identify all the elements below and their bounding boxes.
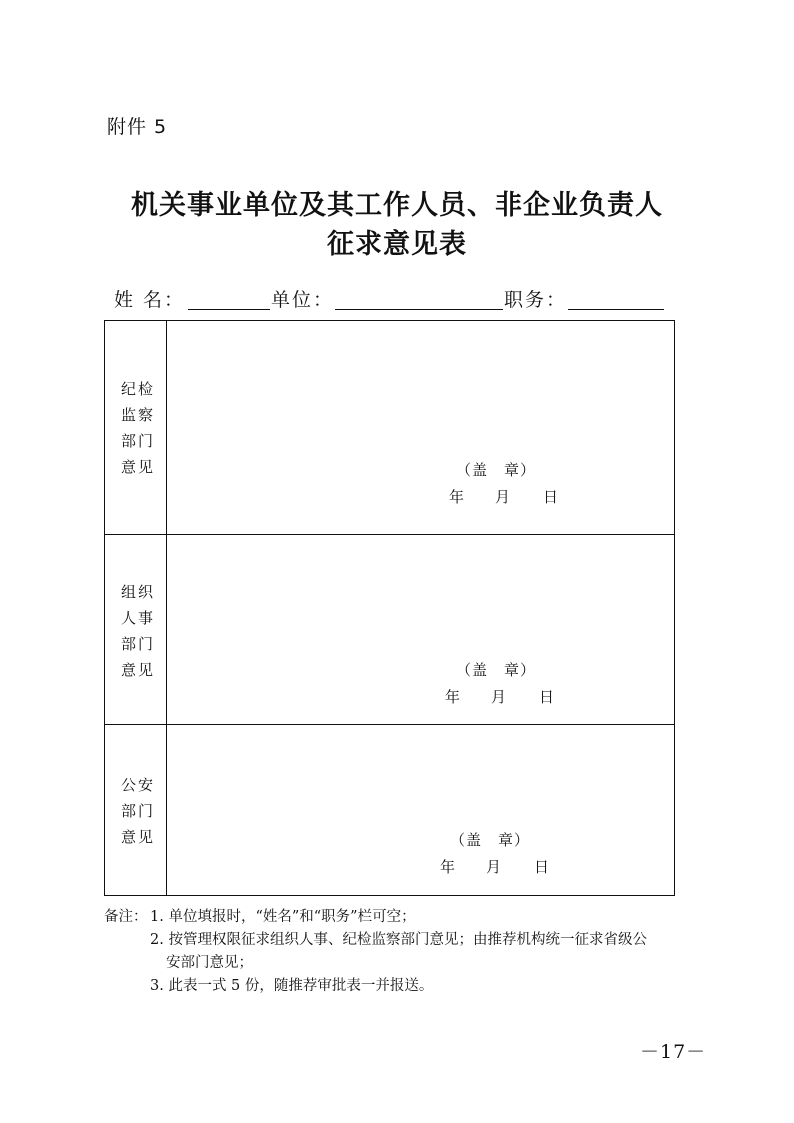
name-label: 姓 名： — [114, 289, 186, 311]
seal-placeholder: （盖 章） — [450, 831, 531, 849]
note-item: 3. 此表一式 5 份，随推荐审批表一并报送。 — [150, 978, 434, 994]
unit-blank[interactable] — [335, 309, 503, 310]
position-label: 职务： — [504, 289, 568, 311]
opinion-table — [104, 320, 675, 896]
seal-placeholder: （盖 章） — [456, 461, 537, 479]
header-fields — [114, 285, 674, 315]
section-label: 纪检 监察 部门 意见 — [121, 380, 156, 476]
date-line: 年 月 日 — [445, 688, 555, 706]
section-personnel — [105, 534, 674, 724]
note-item: 1. 单位填报时，“姓名”和“职务”栏可空； — [150, 909, 416, 925]
section-label-cell — [105, 725, 167, 895]
attachment-label: 附件 5 — [107, 116, 168, 138]
note-item: 2. 按管理权限征求组织人事、纪检监察部门意见；由推荐机构统一征求省级公 — [150, 932, 647, 948]
unit-label: 单位： — [271, 289, 335, 311]
section-discipline — [105, 321, 674, 534]
section-label: 组织 人事 部门 意见 — [121, 583, 156, 679]
section-label: 公安 部门 意见 — [121, 776, 156, 846]
page-title-line2: 征求意见表 — [327, 229, 467, 260]
notes-prefix: 备注： — [104, 909, 148, 925]
section-label-cell — [105, 321, 167, 534]
name-blank[interactable] — [188, 309, 270, 310]
page-number: －17－ — [640, 1041, 707, 1063]
note-item-continuation: 安部门意见； — [166, 955, 253, 971]
date-line: 年 月 日 — [440, 858, 550, 876]
position-blank[interactable] — [568, 309, 664, 310]
date-line: 年 月 日 — [449, 488, 559, 506]
seal-placeholder: （盖 章） — [456, 661, 537, 679]
section-label-cell — [105, 535, 167, 724]
section-public-security — [105, 724, 674, 895]
page-title-line1: 机关事业单位及其工作人员、非企业负责人 — [131, 190, 663, 221]
